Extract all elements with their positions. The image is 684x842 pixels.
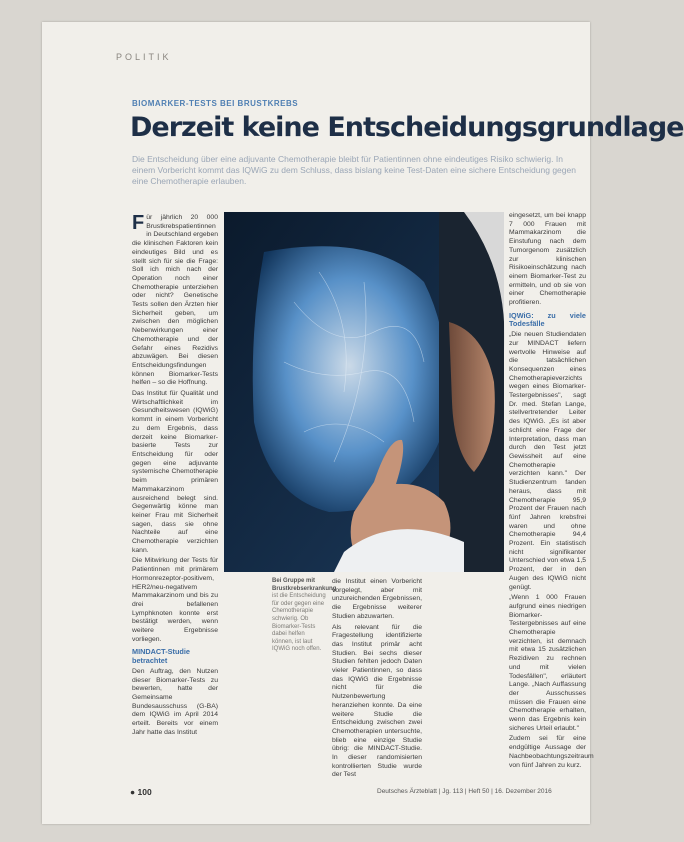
text-column-3 — [509, 212, 594, 772]
drop-cap: F — [132, 212, 145, 234]
section-label: POLITIK — [116, 52, 172, 62]
magazine-page — [42, 22, 684, 824]
page-number: ● 100 — [130, 787, 152, 797]
mammogram-illustration — [224, 212, 504, 572]
subheading: MINDACT-Studie betrachtet — [132, 647, 190, 666]
page-marker-icon: ● — [130, 787, 136, 797]
mammogram-photo — [224, 212, 504, 572]
publication-source: Deutsches Ärzteblatt | Jg. 113 | Heft 50 | 16. Dezember 2016 — [377, 788, 552, 795]
paragraph: Das Institut für Qualität und Wirtschaftlichkeit im Gesundheitswesen (IQWiG) kommt in einem Vorbericht zu dem Ergebnis, dass derzeit keine Biomarker-basierte Tests zur Entscheidung für oder gegen eine adjuvante systemische Chemotherapie beim primären Mammakarzinom ausreichend belegt sind. Gegenwärtig könne man keiner Frau mit Sicherheit sagen, dass sie ohne Nachteile auf eine Chemotherapie verzichten kann. — [132, 390, 218, 554]
text-column-1 — [132, 214, 218, 774]
paragraph: „Wenn 1 000 Frauen aufgrund eines niedrigen Biomarker-Testergebnisses auf eine Chemotherapie verzichten, ist demnach mit etwa 15 zusätzlichen Rezidiven zu rechnen und mit vielen Todesfällen", erläutert Lange. „Nach Auffassung der Ausschusses müssen die Frauen eine Chemotherapie erhalten, wenn das Ergebnis kein sicheres Urteil erlaubt." — [509, 594, 586, 732]
paragraph: „Die neuen Studiendaten zur MINDACT liefern wertvolle Hinweise auf die tatsächlichen Konsequenzen eines Chemotherapieverzichts wegen eines Biomarker-Testergebnisses", sagt Dr. med. Stefan Lange, stellvertretender Leiter des IQWiG. „Es ist aber schlicht eine Frage der Interpretation, dass man durch den Test jetzt Gewissheit auf eine Chemotherapie verzichten kann." Der Studienzentrum fanden heraus, dass mit Chemotherapie 95,9 Prozent der Frauen nach fünf Jahren krebsfrei waren und ohne Chemotherapie 94,4 Prozent. Ein statistisch nicht signifikanter Unterschied von etwa 1,5 Prozent, der in den Augen des IQWiG nicht genügt. — [509, 331, 586, 591]
article-headline: Derzeit keine Entscheidungsgrundlage — [130, 112, 684, 143]
paragraph: Als relevant für die Fragestellung identifizierte das Institut primär acht Studien. Bei sechs dieser Studien fehlten jedoch Daten vieler Patientinnen, so dass das IQWiG die Ergebnisse nicht für die Nutzenbewertung heranziehen konnte. Da eine weitere Studie die Entscheidung zwischen zwei Chemotherapien untersuchte, blieb eine einzige Studie übrig: die MINDACT-Studie. In dieser randomisierten kontrollierten Studie wurde der Test — [332, 623, 422, 779]
paragraph: Für jährlich 20 000 Brustkrebspatientinnen in Deutschland ergeben die klinischen Faktoren kein eindeutiges Bild und es stellt sich für sie die Frage: Soll ich mich nach der Operation noch einer Chemotherapie unterziehen oder nicht? Genetische Tests sollen den Ärzten hier Sicherheit geben, um zwischen den möglichen Nebenwirkungen einer Chemotherapie und der Gefahr eines Rezidivs abzuwägen. Bei diesen Entscheidungsfindungen können Biomarker-Tests helfen – so die Hoffnung. — [132, 212, 219, 387]
photo-caption — [272, 578, 337, 654]
article-kicker: BIOMARKER-TESTS BEI BRUSTKREBS — [132, 99, 299, 108]
paragraph: die Institut einen Vorbericht vorgelegt, aber mit unzureichenden Ergebnissen, die Ergebnisse weiterer Studien abzuwarten. — [332, 578, 422, 620]
paragraph: Zudem sei für eine endgültige Aussage der Nachbeobachtungszeitraum von fünf Jahren zu kurz. — [509, 735, 594, 769]
caption-text: ist die Entscheidung für oder gegen eine Chemotherapie schwierig. Ob Biomarker-Tests dabei helfen können, ist laut IQWiG noch offen. — [272, 593, 326, 653]
paragraph: Die Mitwirkung der Tests für Patientinnen mit primärem Hormonrezeptor-positivem, HER2/neu-negativem Mammakarzinom und bis zu drei befallenen Lymphknoten konnte erst bestätigt werden, wenn weitere Ergebnisse vorliegen. — [132, 557, 218, 643]
paragraph: Den Auftrag, den Nutzen dieser Biomarker-Tests zu bewerten, hatte der Gemeinsame Bundesausschuss (G-BA) dem IQWiG im April 2014 erteilt. Bereits vor einem Jahr hatte das Institut — [132, 667, 218, 736]
text-column-2 — [332, 578, 422, 779]
subheading: IQWiG: zu viele Todesfälle — [509, 310, 586, 329]
caption-title: Bei Gruppe mit Brustkrebserkrankung — [272, 578, 337, 592]
article-lead: Die Entscheidung über eine adjuvante Chemotherapie bleibt für Patientinnen ohne eindeutiges Risiko schwierig. In einem Vorbericht kommt das IQWiG zu dem Schluss, dass bislang keine Test-Daten eine sichere Entscheidung gegen eine Chemotherapie erlauben. — [132, 154, 576, 186]
paragraph: eingesetzt, um bei knapp 7 000 Frauen mit Mammakarzinom die Einstufung nach dem Tumorgenom zusätzlich zur klinischen Risikoeinschätzung nach einem Biomarker-Test zu ermitteln, und ob sie von einer Chemotherapie profitieren. — [509, 212, 586, 307]
